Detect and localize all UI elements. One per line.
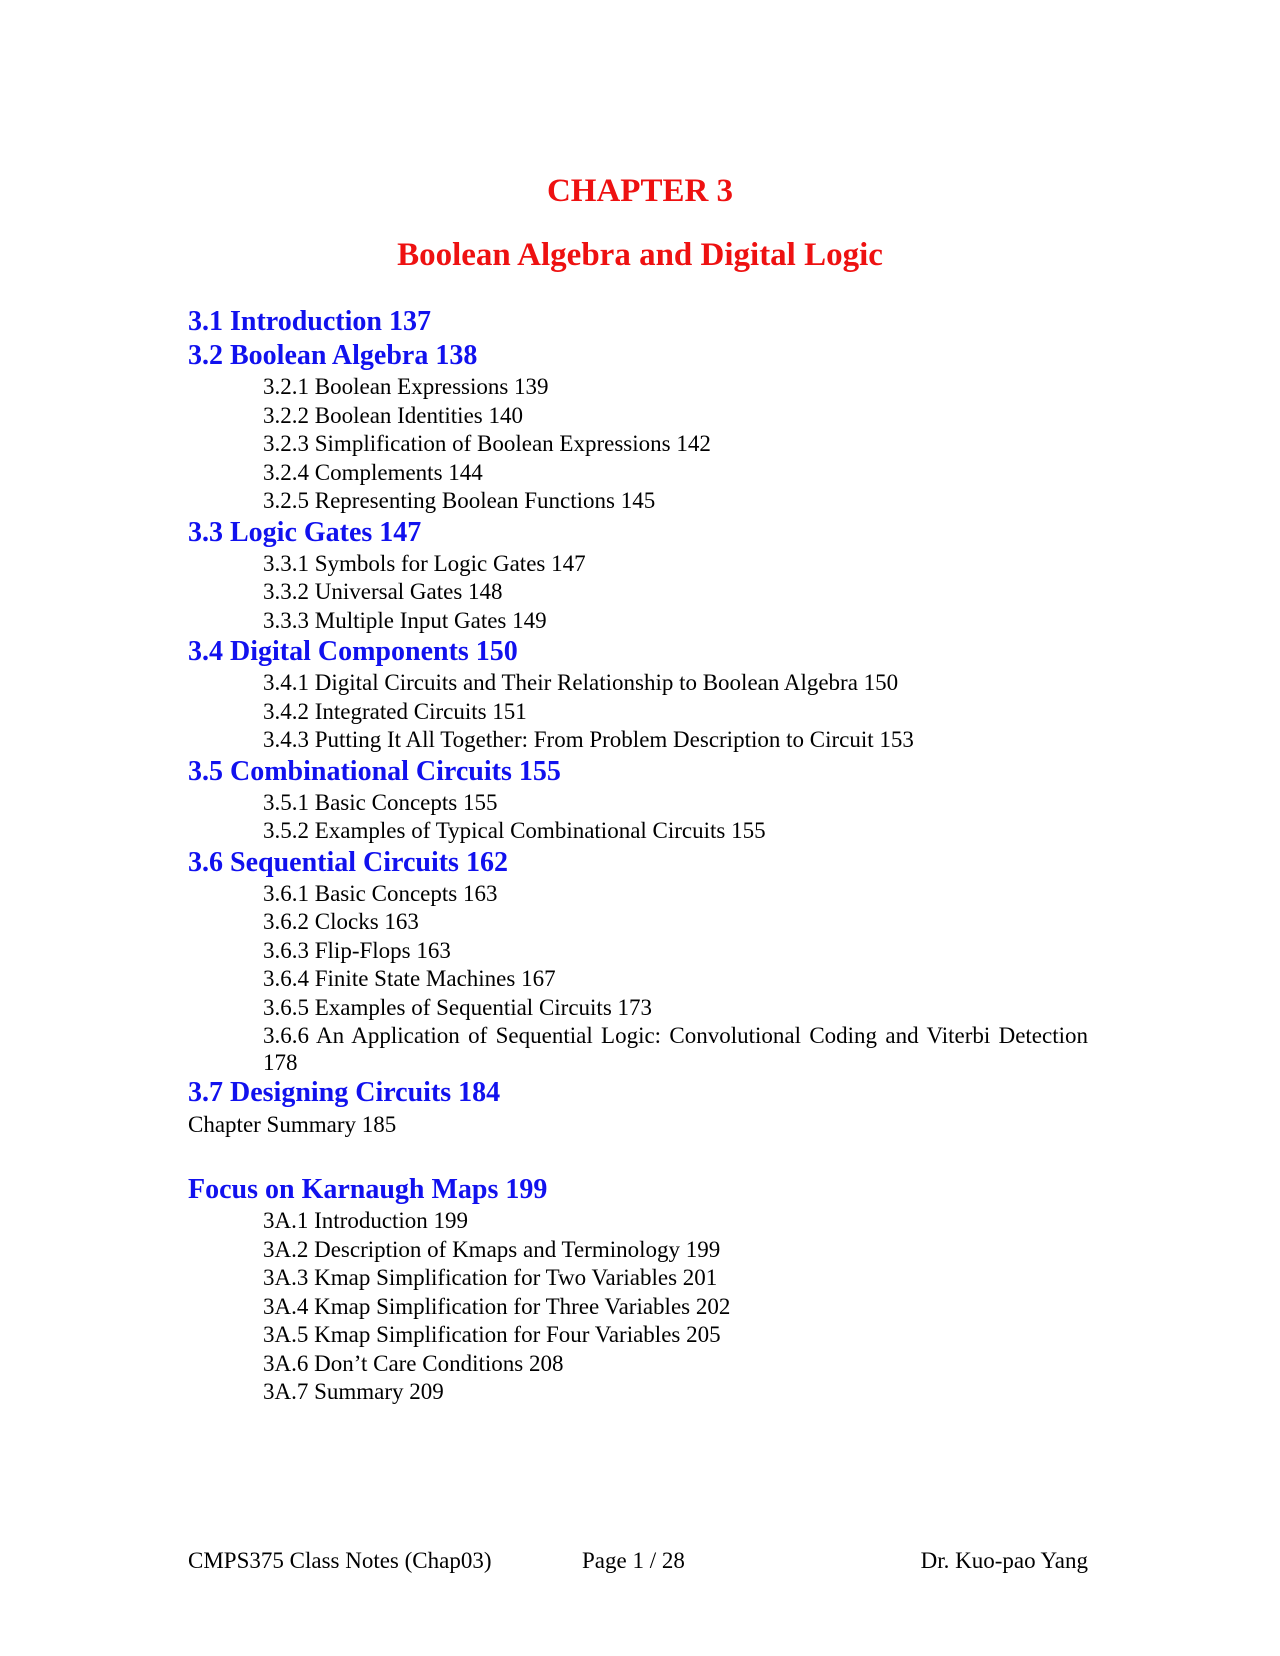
toc-subsection-entry: 3.6.5 Examples of Sequential Circuits 173 <box>263 994 653 1020</box>
toc-section-heading: 3.6 Sequential Circuits 162 <box>188 846 508 878</box>
toc-chapter-summary: Chapter Summary 185 <box>188 1112 397 1137</box>
footer-course: CMPS375 Class Notes (Chap03) <box>188 1548 492 1573</box>
footer-page-number: Page 1 / 28 <box>582 1548 685 1573</box>
footer-author: Dr. Kuo-pao Yang <box>920 1548 1088 1573</box>
toc-subsection-entry: 3A.6 Don’t Care Conditions 208 <box>263 1350 564 1376</box>
toc-subsection-entry: 3.6.3 Flip-Flops 163 <box>263 937 451 963</box>
toc-subsection-entry: 3A.3 Kmap Simplification for Two Variables 201 <box>263 1265 718 1290</box>
page-footer <box>188 1548 1088 1578</box>
toc-subsection-entry: 3.4.1 Digital Circuits and Their Relationship to Boolean Algebra 150 <box>263 670 899 695</box>
toc-subsection-entry: 3.2.3 Simplification of Boolean Expressions 142 <box>263 431 711 456</box>
chapter-label: CHAPTER 3 <box>546 173 734 209</box>
toc-subsection-entry: 3.6.6 An Application of Sequential Logic: Convolutional Coding and Viterbi Detection 178 <box>263 1023 1088 1075</box>
toc-subsection-entry: 3A.2 Description of Kmaps and Terminology 199 <box>263 1236 721 1262</box>
toc-subsection-entry: 3.6.2 Clocks 163 <box>263 909 419 934</box>
toc-subsection-entry: 3A.5 Kmap Simplification for Four Variables 205 <box>263 1322 721 1347</box>
toc-section-heading: 3.4 Digital Components 150 <box>188 636 518 667</box>
toc-subsection-entry: 3.5.2 Examples of Typical Combinational Circuits 155 <box>263 818 766 843</box>
toc-section-heading: 3.5 Combinational Circuits 155 <box>188 755 561 787</box>
toc-subsection-entry: 3A.7 Summary 209 <box>263 1379 444 1404</box>
toc-section-heading: 3.3 Logic Gates 147 <box>188 516 422 548</box>
toc-subsection-entry: 3.2.5 Representing Boolean Functions 145 <box>263 488 656 513</box>
toc-section-heading: 3.2 Boolean Algebra 138 <box>188 340 478 371</box>
toc-subsection-entry: 3.2.4 Complements 144 <box>263 459 483 485</box>
toc-subsection-entry: 3A.1 Introduction 199 <box>263 1208 469 1233</box>
toc-subsection-entry: 3A.4 Kmap Simplification for Three Variables 202 <box>263 1293 731 1319</box>
toc-subsection-entry: 3.4.3 Putting It All Together: From Problem Description to Circuit 153 <box>263 727 914 752</box>
toc-section-heading: 3.7 Designing Circuits 184 <box>188 1077 501 1108</box>
chapter-title: Boolean Algebra and Digital Logic <box>397 237 883 273</box>
toc-subsection-entry: 3.3.3 Multiple Input Gates 149 <box>263 607 547 633</box>
toc-subsection-entry: 3.3.2 Universal Gates 148 <box>263 579 503 604</box>
toc-subsection-entry: 3.2.1 Boolean Expressions 139 <box>263 374 549 399</box>
toc-subsection-entry: 3.6.1 Basic Concepts 163 <box>263 880 498 906</box>
toc-section-heading: Focus on Karnaugh Maps 199 <box>188 1174 548 1205</box>
table-of-contents <box>188 305 1088 1407</box>
toc-subsection-entry: 3.6.4 Finite State Machines 167 <box>263 966 556 991</box>
toc-subsection-entry: 3.3.1 Symbols for Logic Gates 147 <box>263 550 586 576</box>
toc-subsection-entry: 3.4.2 Integrated Circuits 151 <box>263 698 527 724</box>
toc-spacer <box>188 1139 1088 1173</box>
toc-subsection-entry: 3.5.1 Basic Concepts 155 <box>263 789 498 815</box>
toc-section-heading: 3.1 Introduction 137 <box>188 306 431 337</box>
toc-subsection-entry: 3.2.2 Boolean Identities 140 <box>263 402 523 428</box>
